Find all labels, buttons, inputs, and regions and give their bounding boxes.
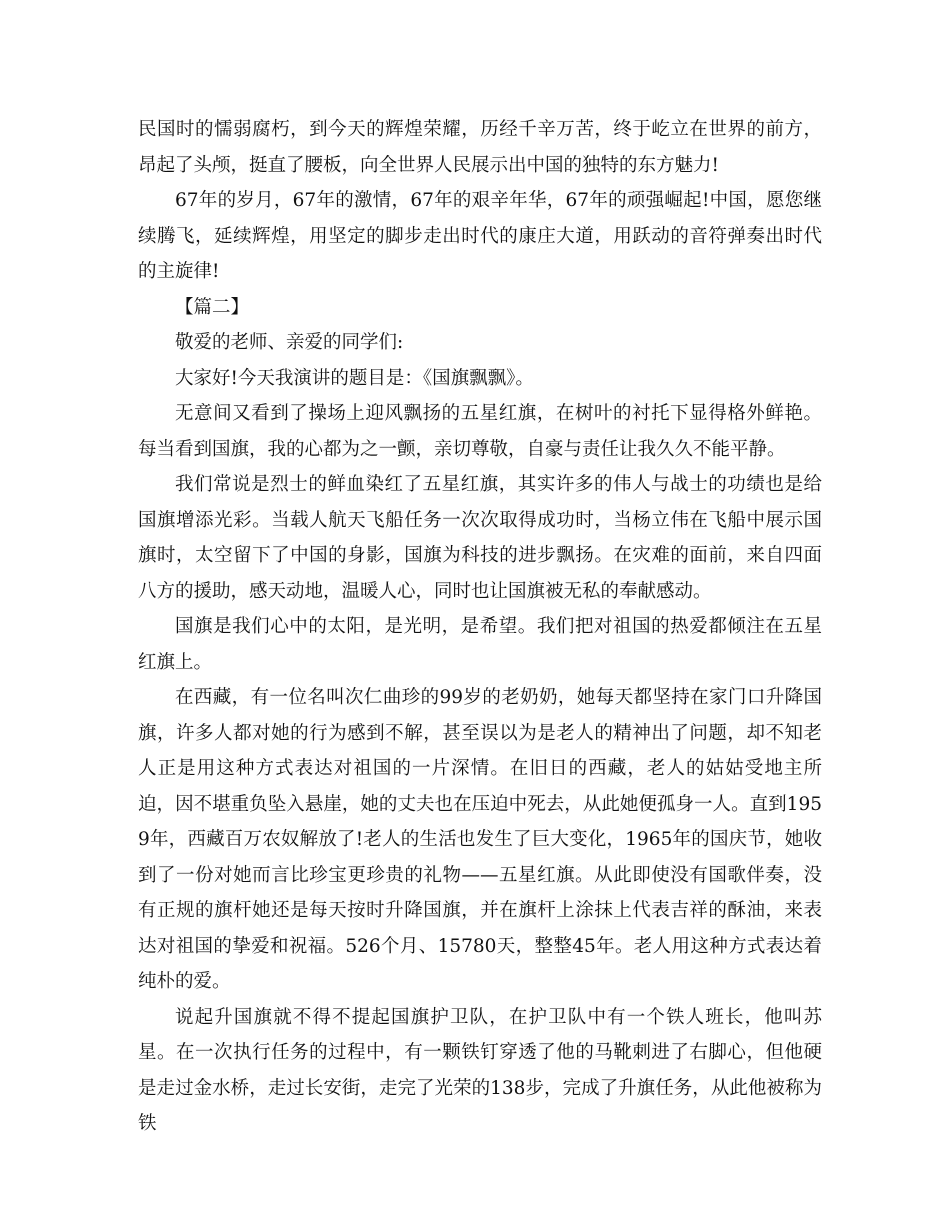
paragraph-9: 在西藏，有一位名叫次仁曲珍的99岁的老奶奶，她每天都坚持在家门口升降国旗，许多人都对她的行为感到不解，甚至误以为是老人的精神出了问题，却不知老人正是用这种方式表达对祖国的一片深情。在旧日的西藏，老人的姑姑受地主所迫，因不堪重负坠入悬崖，她的丈夫也在压迫中死去，从此她便孤身一人。直到1959年，西藏百万农奴解放了!老人的生活也发生了巨大变化，1965年的国庆节，她收到了一份对她而言比珍宝更珍贵的礼物——五星红旗。从此即使没有国歌伴奏，没有正规的旗杆她还是每天按时升降国旗，并在旗杆上涂抹上代表吉祥的酥油，来表达对祖国的挚爱和祝福。526个月、15780天，整整45年。老人用这种方式表达着纯朴的爱。 <box>138 687 822 992</box>
paragraph-1: 民国时的懦弱腐朽，到今天的辉煌荣耀，历经千辛万苦，终于屹立在世界的前方，昂起了头颅，挺直了腰板，向全世界人民展示出中国的独特的东方魅力! <box>138 119 822 176</box>
section-heading: 【篇二】 <box>175 296 250 318</box>
salutation: 敬爱的老师、亲爱的同学们: <box>175 332 404 353</box>
paragraph-7: 我们常说是烈士的鲜血染红了五星红旗，其实许多的伟人与战士的功绩也是给国旗增添光彩。当载人航天飞船任务一次次取得成功时，当杨立伟在飞船中展示国旗时，太空留下了中国的身影，国旗为科技的进步飘扬。在灾难的面前，来自四面八方的援助，感天动地，温暖人心，同时也让国旗被无私的奉献感动。 <box>138 474 822 602</box>
paragraph-8: 国旗是我们心中的太阳，是光明，是希望。我们把对祖国的热爱都倾注在五星红旗上。 <box>138 616 822 673</box>
document-body <box>138 112 822 1142</box>
paragraph-6: 无意间又看到了操场上迎风飘扬的五星红旗，在树叶的衬托下显得格外鲜艳。每当看到国旗，我的心都为之一颤，亲切尊敬，自豪与责任让我久久不能平静。 <box>138 403 822 460</box>
speech-title-line: 大家好!今天我演讲的题目是：《国旗飘飘》。 <box>175 367 534 389</box>
paragraph-2: 67年的岁月，67年的激情，67年的艰辛年华，67年的顽强崛起!中国，愿您继续腾飞，延续辉煌，用坚定的脚步走出时代的康庄大道，用跃动的音符弹奏出时代的主旋律! <box>138 190 822 282</box>
paragraph-10: 说起升国旗就不得不提起国旗护卫队，在护卫队中有一个铁人班长，他叫苏星。在一次执行任务的过程中，有一颗铁钉穿透了他的马靴刺进了右脚心，但他硬是走过金水桥，走过长安街，走完了光荣的138步，完成了升旗任务，从此他被称为铁 <box>138 1006 822 1134</box>
